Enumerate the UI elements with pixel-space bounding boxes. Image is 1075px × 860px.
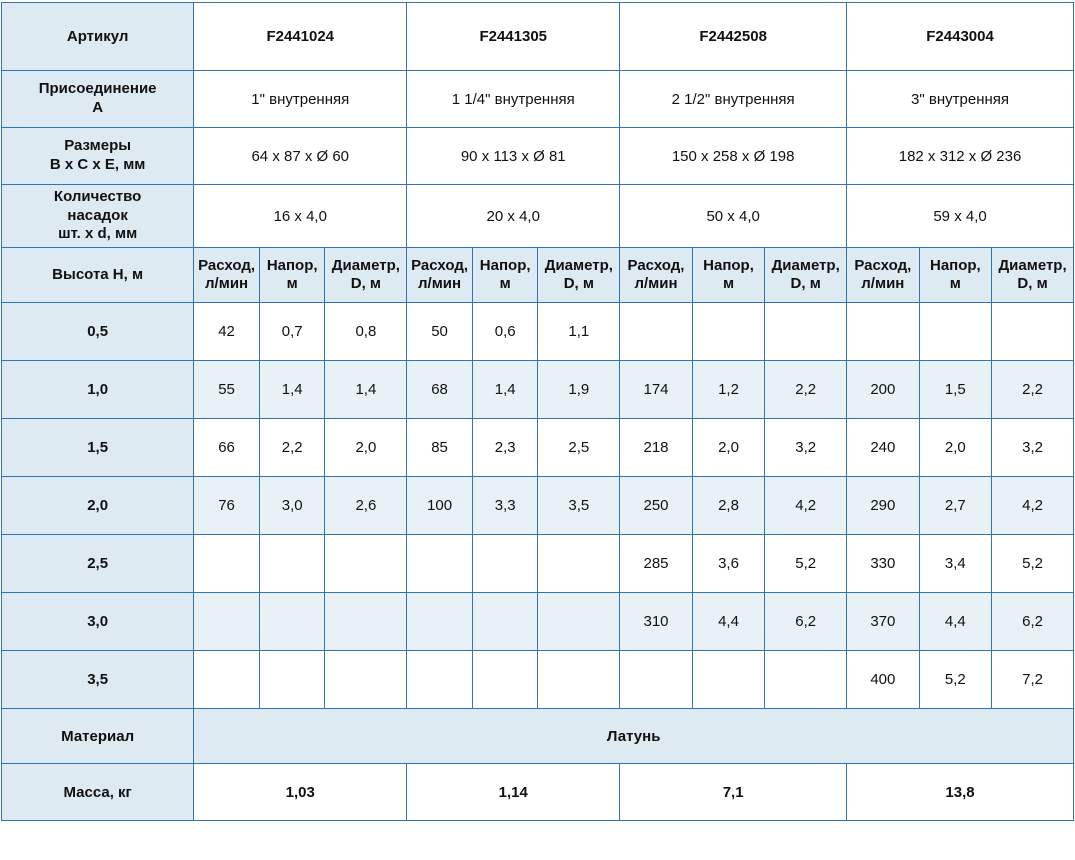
data-cell: [765, 303, 847, 361]
height-value: 1,0: [2, 361, 194, 419]
nozzles-value-1: 16 x 4,0: [194, 185, 407, 248]
data-cell: 1,4: [472, 361, 538, 419]
specification-table: [1, 2, 1074, 821]
subheader-diameter-2: [538, 248, 620, 303]
dimensions-value-4: 182 x 312 x Ø 236: [847, 128, 1074, 185]
data-cell: 4,4: [919, 593, 992, 651]
data-cell: 240: [847, 419, 920, 477]
data-cell: 100: [407, 477, 473, 535]
data-cell: 200: [847, 361, 920, 419]
subheader-head-4: [919, 248, 992, 303]
table-row: [2, 303, 1074, 361]
table-row-dimensions: [2, 128, 1074, 185]
data-cell: [194, 651, 260, 709]
row-label-nozzles-line1: Количество: [53, 187, 142, 205]
row-label-connection-line1: Присоединение: [38, 80, 157, 98]
data-cell: [325, 535, 407, 593]
data-cell: 285: [620, 535, 693, 593]
data-cell: 400: [847, 651, 920, 709]
subheader-head-line2: м: [499, 275, 511, 292]
subheader-head-line1: Напор,: [703, 257, 754, 274]
mass-value-1: 1,03: [194, 764, 407, 821]
row-label-connection-line2: A: [92, 99, 104, 116]
dimensions-value-1: 64 x 87 x Ø 60: [194, 128, 407, 185]
data-cell: 2,5: [538, 419, 620, 477]
data-cell: 330: [847, 535, 920, 593]
table-row: [2, 419, 1074, 477]
data-cell: [692, 303, 765, 361]
article-number-1: F2441024: [194, 3, 407, 71]
data-cell: 2,2: [765, 361, 847, 419]
table-row-subheader: [2, 248, 1074, 303]
data-cell: 6,2: [765, 593, 847, 651]
height-value: 1,5: [2, 419, 194, 477]
data-cell: 3,5: [538, 477, 620, 535]
subheader-head-line2: м: [286, 275, 298, 292]
connection-value-1: 1" внутренняя: [194, 71, 407, 128]
height-value: 0,5: [2, 303, 194, 361]
data-cell: [620, 651, 693, 709]
table-row-nozzles: [2, 185, 1074, 248]
article-number-3: F2442508: [620, 3, 847, 71]
mass-value-3: 7,1: [620, 764, 847, 821]
data-cell: 76: [194, 477, 260, 535]
data-cell: [765, 651, 847, 709]
data-cell: 50: [407, 303, 473, 361]
subheader-diameter-line1: Диаметр,: [998, 257, 1067, 274]
subheader-head-line1: Напор,: [266, 257, 318, 274]
data-cell: 3,2: [765, 419, 847, 477]
nozzles-value-2: 20 x 4,0: [407, 185, 620, 248]
subheader-head-line2: м: [722, 275, 735, 292]
data-cell: 68: [407, 361, 473, 419]
data-cell: 1,5: [919, 361, 992, 419]
data-cell: [538, 593, 620, 651]
data-cell: [847, 303, 920, 361]
subheader-flow-line1: Расход,: [411, 257, 469, 274]
data-cell: [472, 535, 538, 593]
subheader-diameter-line1: Диаметр,: [771, 257, 840, 274]
row-label-dimensions-line2: B x C x E, мм: [49, 156, 146, 173]
data-cell: 3,2: [992, 419, 1074, 477]
mass-value-4: 13,8: [847, 764, 1074, 821]
data-cell: [194, 593, 260, 651]
data-cell: [472, 651, 538, 709]
data-cell: 174: [620, 361, 693, 419]
material-value: Латунь: [194, 709, 1074, 764]
data-cell: 2,2: [992, 361, 1074, 419]
data-cell: [325, 651, 407, 709]
subheader-flow-line2: л/мин: [861, 275, 905, 292]
subheader-flow-3: [620, 248, 693, 303]
table-row-material: [2, 709, 1074, 764]
connection-value-3: 2 1/2" внутренняя: [620, 71, 847, 128]
data-cell: [538, 535, 620, 593]
table-row: [2, 477, 1074, 535]
data-cell: [325, 593, 407, 651]
table-row: [2, 361, 1074, 419]
data-cell: [259, 651, 325, 709]
subheader-diameter-4: [992, 248, 1074, 303]
subheader-diameter-line1: Диаметр,: [544, 257, 613, 274]
subheader-flow-line2: л/мин: [205, 275, 249, 292]
data-cell: 310: [620, 593, 693, 651]
subheader-diameter-line2: D, м: [350, 275, 381, 292]
data-cell: [620, 303, 693, 361]
data-cell: 5,2: [765, 535, 847, 593]
data-cell: 55: [194, 361, 260, 419]
subheader-diameter-line1: Диаметр,: [331, 257, 400, 274]
data-cell: 1,9: [538, 361, 620, 419]
row-label-nozzles: [2, 185, 194, 248]
connection-value-2: 1 1/4" внутренняя: [407, 71, 620, 128]
mass-value-2: 1,14: [407, 764, 620, 821]
nozzles-value-4: 59 x 4,0: [847, 185, 1074, 248]
row-label-nozzles-line2: насадок: [67, 206, 128, 224]
data-cell: [407, 535, 473, 593]
subheader-diameter-line2: D, м: [790, 275, 821, 292]
row-label-height: Высота H, м: [2, 248, 194, 303]
data-cell: 5,2: [919, 651, 992, 709]
row-label-article: Артикул: [2, 3, 194, 71]
data-cell: [259, 535, 325, 593]
table-row-connection: [2, 71, 1074, 128]
data-cell: 3,0: [259, 477, 325, 535]
table-row: [2, 535, 1074, 593]
height-value: 2,5: [2, 535, 194, 593]
subheader-flow-1: [194, 248, 260, 303]
data-cell: 0,8: [325, 303, 407, 361]
data-cell: 6,2: [992, 593, 1074, 651]
dimensions-value-2: 90 x 113 x Ø 81: [407, 128, 620, 185]
article-number-2: F2441305: [407, 3, 620, 71]
data-cell: 1,2: [692, 361, 765, 419]
data-cell: [919, 303, 992, 361]
data-cell: 1,4: [325, 361, 407, 419]
row-label-connection: [2, 71, 194, 128]
spec-sheet: [0, 2, 1075, 860]
subheader-diameter-line2: D, м: [1017, 275, 1048, 292]
data-cell: 85: [407, 419, 473, 477]
data-cell: 1,1: [538, 303, 620, 361]
subheader-flow-2: [407, 248, 473, 303]
data-cell: 0,6: [472, 303, 538, 361]
height-value: 3,0: [2, 593, 194, 651]
subheader-diameter-3: [765, 248, 847, 303]
data-cell: [407, 593, 473, 651]
data-cell: 0,7: [259, 303, 325, 361]
data-cell: 2,7: [919, 477, 992, 535]
data-cell: 5,2: [992, 535, 1074, 593]
data-cell: 2,6: [325, 477, 407, 535]
data-cell: 1,4: [259, 361, 325, 419]
height-value: 2,0: [2, 477, 194, 535]
subheader-flow-4: [847, 248, 920, 303]
data-cell: 290: [847, 477, 920, 535]
row-label-nozzles-line3: шт. x d, мм: [58, 225, 138, 243]
data-cell: 2,8: [692, 477, 765, 535]
subheader-head-line1: Напор,: [929, 257, 981, 274]
subheader-head-line1: Напор,: [479, 257, 531, 274]
subheader-flow-line1: Расход,: [854, 257, 912, 274]
table-row-mass: [2, 764, 1074, 821]
data-cell: 3,6: [692, 535, 765, 593]
subheader-diameter-1: [325, 248, 407, 303]
data-cell: 2,3: [472, 419, 538, 477]
dimensions-value-3: 150 x 258 x Ø 198: [620, 128, 847, 185]
subheader-flow-line1: Расход,: [627, 257, 685, 274]
data-cell: [194, 535, 260, 593]
data-cell: 2,2: [259, 419, 325, 477]
subheader-flow-line2: л/мин: [634, 275, 678, 292]
data-cell: 66: [194, 419, 260, 477]
nozzles-value-3: 50 x 4,0: [620, 185, 847, 248]
data-cell: 3,4: [919, 535, 992, 593]
row-label-mass: Масса, кг: [2, 764, 194, 821]
data-cell: [472, 593, 538, 651]
data-cell: 3,3: [472, 477, 538, 535]
subheader-flow-line2: л/мин: [418, 275, 462, 292]
data-cell: 4,4: [692, 593, 765, 651]
data-cell: [407, 651, 473, 709]
data-cell: 2,0: [325, 419, 407, 477]
subheader-head-3: [692, 248, 765, 303]
subheader-head-line2: м: [949, 275, 961, 292]
table-row: [2, 593, 1074, 651]
subheader-head-1: [259, 248, 325, 303]
subheader-head-2: [472, 248, 538, 303]
data-cell: 370: [847, 593, 920, 651]
table-row-article: [2, 3, 1074, 71]
row-label-dimensions-line1: Размеры: [64, 137, 132, 155]
data-cell: [259, 593, 325, 651]
data-cell: [692, 651, 765, 709]
data-cell: 42: [194, 303, 260, 361]
data-cell: 4,2: [765, 477, 847, 535]
data-cell: 7,2: [992, 651, 1074, 709]
connection-value-4: 3" внутренняя: [847, 71, 1074, 128]
data-cell: 2,0: [919, 419, 992, 477]
data-cell: 4,2: [992, 477, 1074, 535]
subheader-flow-line1: Расход,: [198, 257, 256, 274]
data-cell: [538, 651, 620, 709]
table-row: [2, 651, 1074, 709]
data-cell: 2,0: [692, 419, 765, 477]
data-cell: [992, 303, 1074, 361]
height-value: 3,5: [2, 651, 194, 709]
row-label-material: Материал: [2, 709, 194, 764]
row-label-dimensions: [2, 128, 194, 185]
article-number-4: F2443004: [847, 3, 1074, 71]
subheader-diameter-line2: D, м: [563, 275, 594, 292]
data-cell: 218: [620, 419, 693, 477]
data-cell: 250: [620, 477, 693, 535]
